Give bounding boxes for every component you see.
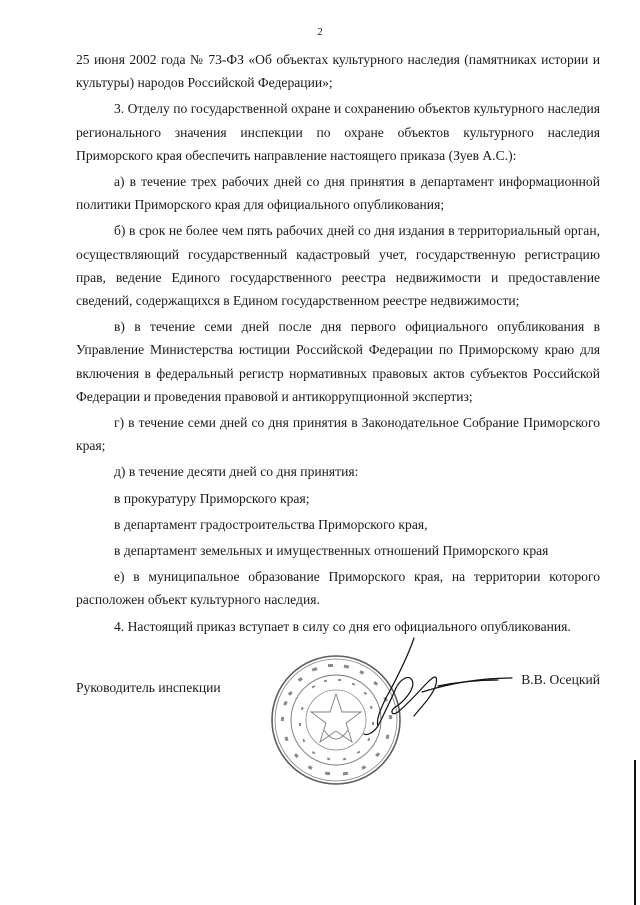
paragraph-item-3d-prosecutor: в прокуратуру Приморского края;	[114, 490, 310, 506]
paragraph-item-3v: в) в течение семи дней после дня первого официального опубликования в Управление Министерства юстиции Российской Федерации по Приморскому краю для включения в федеральный регистр нормативных правовых актов субъектов Российской Федерации и проведения правовой и антикоррупционной экспертиз;	[76, 319, 600, 404]
paragraph-item-3a: а) в течение трех рабочих дней со дня принятия в департамент информационной политики Приморского края для официального опубликования;	[76, 174, 600, 213]
paragraph-item-4: 4. Настоящий приказ вступает в силу со дня его официального опубликования.	[114, 618, 571, 634]
paragraph-law-reference: 25 июня 2002 года № 73-ФЗ «Об объектах культурного наследия (памятниках истории и культуры) народов Российской Федерации»;	[76, 52, 600, 91]
page-number: 2	[317, 26, 323, 38]
paragraph-item-3b: б) в срок не более чем пять рабочих дней со дня издания в территориальный орган, осуществляющий государственный кадастровый учет, государственную регистрацию прав, ведение Единого государственного реестра недвижимости и предоставление сведений, содержащихся в Едином государственном реестре недвижимости;	[76, 223, 600, 309]
signer-position: Руководитель инспекции	[76, 680, 221, 695]
page-edge-line	[634, 760, 636, 905]
paragraph-item-3d-urban-planning: в департамент градостроительства Приморского края,	[114, 516, 428, 532]
paragraph-item-3d: д) в течение десяти дней со дня принятия:	[114, 464, 359, 480]
document-body	[76, 48, 600, 638]
signer-name: В.В. Осецкий	[521, 672, 600, 687]
paragraph-item-3e: е) в муниципальное образование Приморского края, на территории которого расположен объект культурного наследия.	[76, 569, 600, 608]
paragraph-item-3d-land-relations: в департамент земельных и имущественных отношений Приморского края	[114, 543, 549, 559]
handwritten-signature	[338, 636, 514, 746]
paragraph-item-3: 3. Отделу по государственной охране и сохранению объектов культурного наследия регионального значения инспекции по охране объектов культурного наследия Приморского края обеспечить направление настоящего приказа (Зуев А.С.):	[76, 101, 600, 163]
paragraph-item-3g: г) в течение семи дней со дня принятия в Законодательное Собрание Приморского края;	[76, 415, 600, 454]
